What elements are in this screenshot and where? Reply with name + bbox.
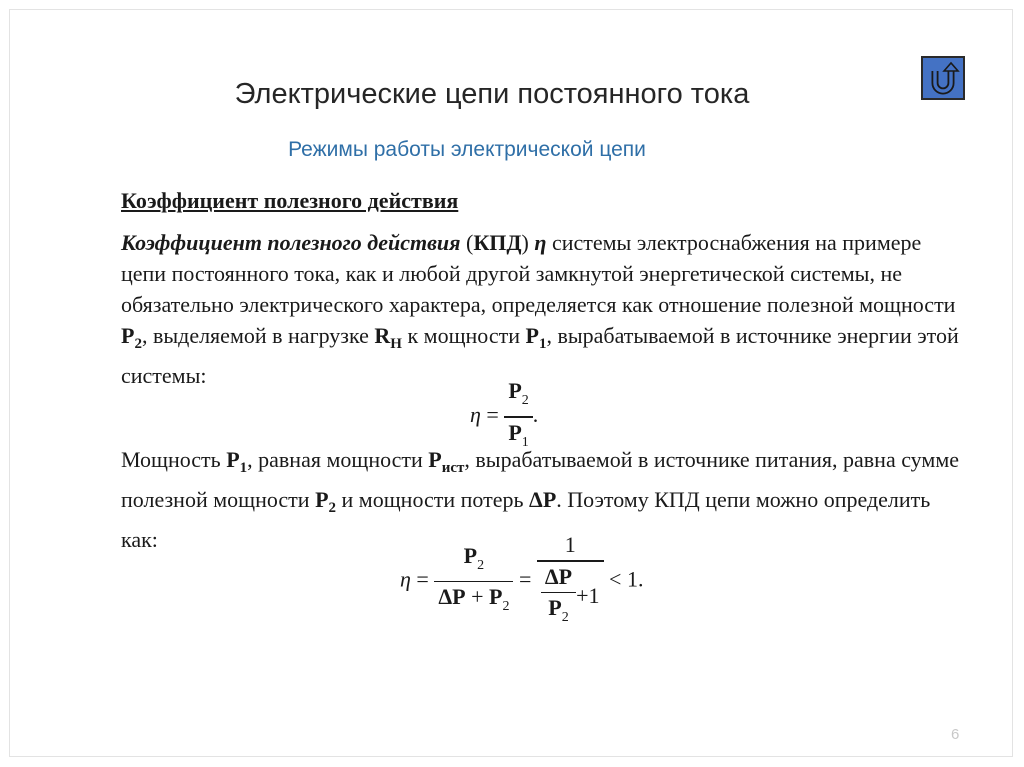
section-heading: Коэффициент полезного действия [121,188,459,213]
slide-title: Электрические цепи постоянного тока [234,78,750,110]
slide-subtitle: Режимы работы электрической цепи [288,138,646,161]
page-number: 6 [951,726,960,743]
formula-efficiency-losses: η = $\frac{P_2}{\Delta P + P_2}$ = 1 $\frac{\Delta P}{P_2}$ +1 < 1. [400,532,644,625]
formula-efficiency: η = $\frac{P_2}{P_1}$ . [470,378,539,450]
term-kpd: Коэффициент полезного действия [121,230,461,255]
paragraph-power-balance: Мощность $P_1$, равная мощности $P_{ист}$, вырабатываемой в источнике питания, равна сумме полезной мощности $P_2$ и мощности потерь ΔP. Поэтому КПД цепи можно определить как: [121,447,960,552]
paragraph-kpd-definition: Коэффициент полезного действия (КПД) η системы электроснабжения на примере цепи постоянного тока, как и любой другой замкнутой энергетической системы, не обязательно электрического характера, определяется как отношение полезной мощности $P_2$, выделяемой в нагрузке $R_Н$ к мощности $P_1$, вырабатываемой в источнике энергии этой системы: [121,230,959,388]
